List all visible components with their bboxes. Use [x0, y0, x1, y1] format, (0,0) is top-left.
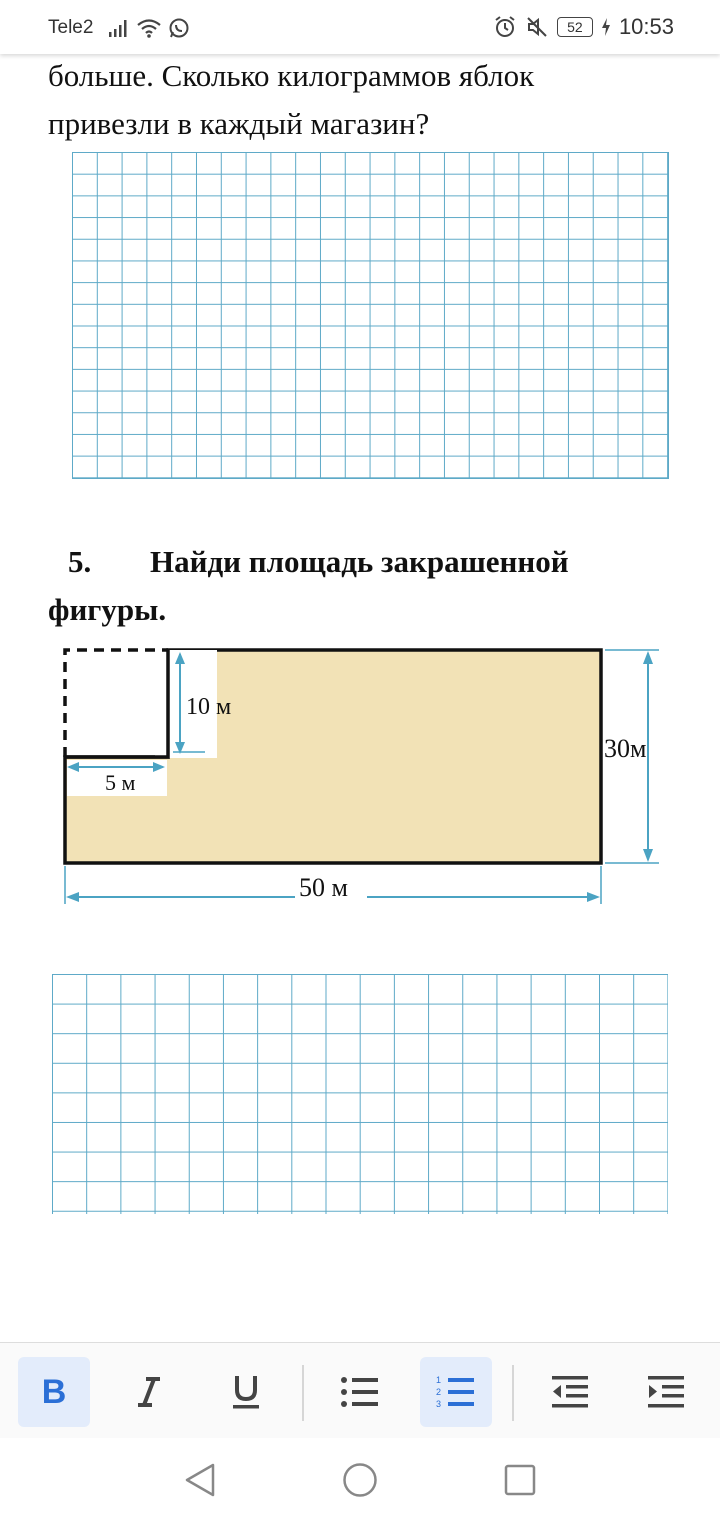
- clock: 10:53: [618, 14, 674, 39]
- bold-icon: B: [41, 1372, 67, 1411]
- area-figure: [55, 640, 675, 910]
- bulleted-list-icon: [340, 1375, 380, 1409]
- signal-icon: [108, 18, 130, 38]
- charging-icon: [601, 17, 611, 37]
- carrier-name: Tele2: [48, 17, 94, 38]
- svg-text:1: 1: [436, 1375, 442, 1385]
- mute-icon: [525, 15, 549, 39]
- home-button[interactable]: [330, 1458, 390, 1502]
- back-button[interactable]: [170, 1458, 230, 1502]
- alarm-icon: [493, 15, 517, 39]
- cut-out-dashed-outline: [65, 650, 168, 757]
- task-text-continuation: фигуры.: [48, 592, 167, 627]
- navigation-bar: [0, 1438, 720, 1520]
- numbered-list-icon: [436, 1374, 476, 1410]
- answer-grid: [52, 974, 668, 1214]
- svg-text:2: 2: [436, 1387, 442, 1397]
- problem-text-line: привезли в каждый магазин?: [48, 106, 430, 141]
- bulleted-list-button[interactable]: [324, 1357, 396, 1427]
- task-number: 5.: [68, 544, 92, 579]
- problem-text-line: больше. Сколько килограммов яблок: [48, 58, 535, 93]
- label-5m: 5 м: [105, 770, 136, 795]
- formatting-toolbar: [0, 1342, 720, 1439]
- label-10m: 10 м: [186, 694, 232, 720]
- bold-button[interactable]: [18, 1357, 90, 1427]
- increase-indent-icon: [646, 1374, 686, 1410]
- status-bar: [0, 0, 720, 54]
- svg-text:3: 3: [436, 1399, 442, 1409]
- label-50m: 50 м: [299, 873, 348, 902]
- back-icon: [183, 1462, 217, 1498]
- increase-indent-button[interactable]: [630, 1357, 702, 1427]
- underline-icon: [230, 1374, 262, 1410]
- battery-level: 52: [557, 17, 593, 37]
- whatsapp-icon: [168, 17, 190, 39]
- home-icon: [342, 1462, 378, 1498]
- answer-grid: [72, 152, 669, 479]
- italic-button[interactable]: [113, 1357, 185, 1427]
- underline-button[interactable]: [210, 1357, 282, 1427]
- numbered-list-button[interactable]: [420, 1357, 492, 1427]
- label-30m: 30м: [604, 734, 647, 763]
- decrease-indent-button[interactable]: [534, 1357, 606, 1427]
- task-heading: [68, 544, 569, 580]
- recents-icon: [504, 1464, 536, 1496]
- task-text: Найди площадь закрашенной: [150, 544, 569, 579]
- italic-icon: [134, 1376, 164, 1408]
- wifi-icon: [136, 17, 162, 39]
- recents-button[interactable]: [490, 1458, 550, 1502]
- decrease-indent-icon: [550, 1374, 590, 1410]
